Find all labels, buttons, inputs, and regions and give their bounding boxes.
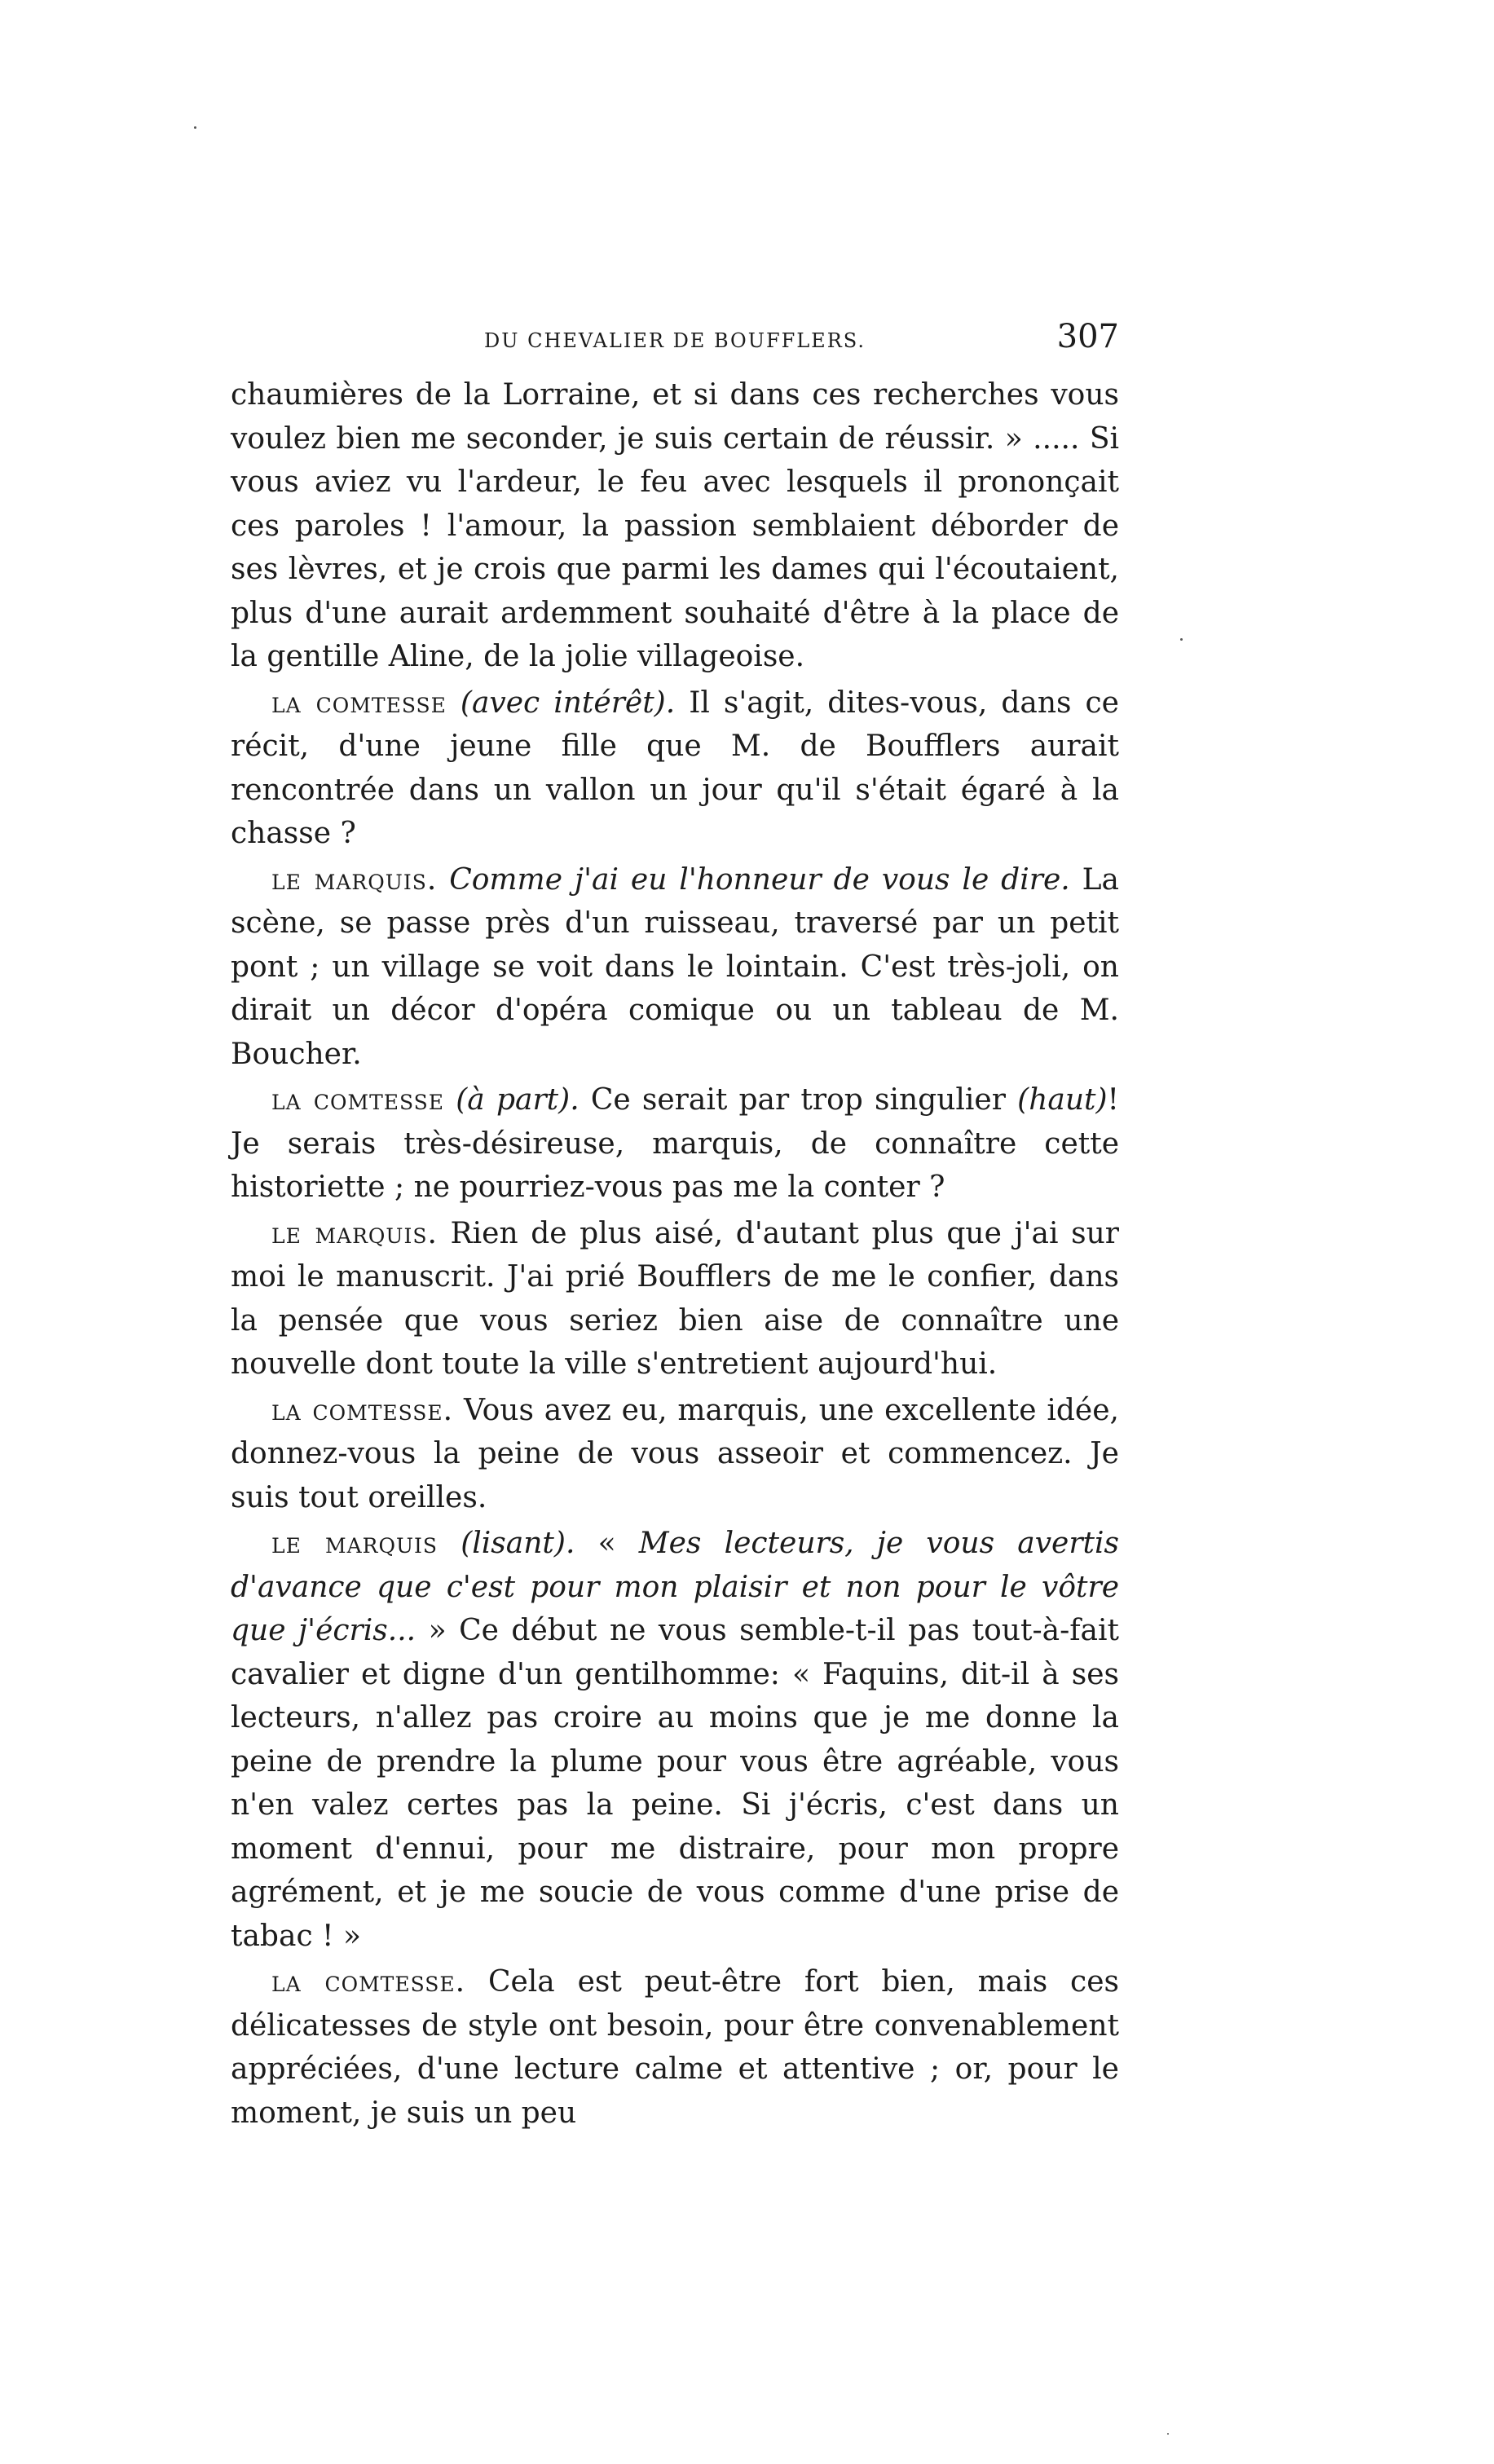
- speaker-name: la comtesse.: [271, 1965, 466, 1999]
- scan-speck: [194, 126, 196, 129]
- page-header: [231, 318, 1119, 367]
- page-number: 307: [1056, 318, 1119, 355]
- paragraph-7: le marquis (lisant). « Mes lecteurs, je vous avertis d'avance que c'est pour mon plaisir et non pour le vôtre que j'écris... » Ce début ne vous semble-t-il pas tout-à-fait cavalier et digne d'un gentilhomme: « Faquins, dit-il à ses lecteurs, n'allez pas croire au moins que je me donne la peine de prendre la plume pour vous être agréable, vous n'en valez certes pas la peine. Si j'écris, c'est dans un moment d'ennui, pour me distraire, pour mon propre agrément, et je me soucie de vous comme d'une prise de tabac ! »: [231, 1527, 1120, 1953]
- running-title: DU CHEVALIER DE BOUFFLERS.: [483, 329, 866, 352]
- stage-direction-aside: (haut): [1017, 1083, 1108, 1117]
- scan-speck: [1167, 2433, 1169, 2435]
- speaker-name: le marquis.: [271, 862, 438, 897]
- italic-speech: Comme j'ai eu l'honneur de vous le dire.: [449, 862, 1070, 897]
- italic-quote: Mes lecteurs, je vous avertis d'avance que c'est pour mon plaisir et non pour le vôtre que j'écris...: [231, 1527, 1120, 1647]
- paragraph-3: le marquis. Comme j'ai eu l'honneur de vous le dire. La scène, se passe près d'un ruisseau, traversé par un petit pont ; un village se voit dans le lointain. C'est très-joli, on dirait un décor d'opéra comique ou un tableau de M. Boucher.: [231, 862, 1120, 1071]
- paragraph-8: la comtesse. Cela est peut-être fort bien, mais ces délicatesses de style ont besoin, pour être convenablement appréciées, d'une lecture calme et attentive ; or, pour le moment, je suis un peu: [231, 1965, 1119, 2130]
- paragraph-2: la comtesse (avec intérêt). Il s'agit, dites-vous, dans ce récit, d'une jeune fille que M. de Boufflers aurait rencontrée dans un vallon un jour qu'il s'était égaré à la chasse ?: [231, 685, 1119, 850]
- paragraph-5: le marquis. Rien de plus aisé, d'autant plus que j'ai sur moi le manuscrit. J'ai prié Boufflers de me le confier, dans la pensée que vous seriez bien aise de connaître une nouvelle dont toute la ville s'entretient aujourd'hui.: [231, 1216, 1119, 1381]
- speaker-name: la comtesse: [271, 1083, 445, 1117]
- paragraph-4: la comtesse (à part). Ce serait par trop singulier (haut)! Je serais très-désireuse, marquis, de connaître cette historiette ; ne pourriez-vous pas me la conter ?: [231, 1083, 1120, 1204]
- stage-direction: (à part).: [456, 1083, 580, 1117]
- speaker-name: la comtesse: [271, 685, 447, 720]
- scan-speck: [1180, 638, 1183, 641]
- stage-direction: (avec intérêt).: [460, 685, 676, 720]
- stage-direction: (lisant).: [461, 1527, 575, 1560]
- book-page: [231, 318, 1119, 2137]
- paragraph-1: chaumières de la Lorraine, et si dans ces recherches vous voulez bien me seconder, je suis certain de réussir. » ..... Si vous aviez vu l'ardeur, le feu avec lesquels il prononçait ces paroles ! l'amour, la passion semblaient déborder de ses lèvres, et je crois que parmi les dames qui l'écoutaient, plus d'une aurait ardemment souhaité d'être à la place de la gentille Aline, de la jolie villageoise.: [231, 378, 1119, 673]
- speaker-name: la comtesse.: [271, 1393, 454, 1427]
- paragraph-6: la comtesse. Vous avez eu, marquis, une excellente idée, donnez-vous la peine de vous asseoir et commencez. Je suis tout oreilles.: [231, 1393, 1119, 1514]
- speaker-name: le marquis: [271, 1527, 439, 1560]
- speaker-name: le marquis.: [271, 1216, 438, 1250]
- body-text: [231, 373, 1119, 2135]
